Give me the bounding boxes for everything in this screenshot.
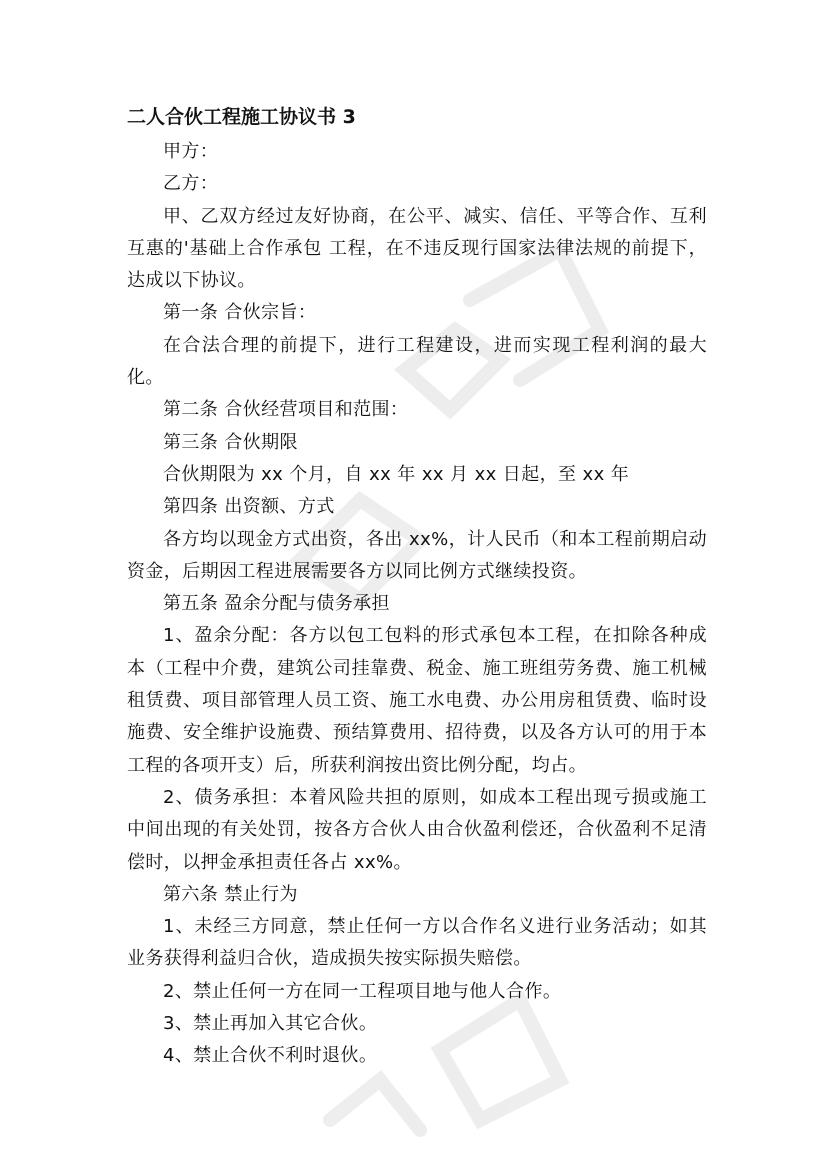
article-6-clause-1: 1、未经三方同意，禁止任何一方以合作名义进行业务活动；如其业务获得利益归合伙，造成损失按实际损失赔偿。 [127,916,707,970]
document-title: 二人合伙工程施工协议书 3 [127,106,356,128]
article-6-clause-2: 2、禁止任何一方在同一工程项目地与他人合作。 [163,980,562,1002]
article-1-heading: 第一条 合伙宗旨： [163,302,317,324]
article-1-body: 在合法合理的前提下，进行工程建设，进而实现工程利润的最大化。 [127,334,707,389]
article-6-clause-4: 4、禁止合伙不利时退伙。 [163,1045,378,1067]
article-3-heading: 第三条 合伙期限 [163,431,298,453]
article-3-body: 合伙期限为 xx 个月，自 xx 年 xx 月 xx 日起，至 xx 年 [163,463,630,485]
party-a-line: 甲方： [163,141,219,162]
article-4-body: 各方均以现金方式出资，各出 xx%，计人民币（和本工程前期启动资金，后期因工程进展需要各方以同比例方式继续投资。 [127,528,707,582]
preamble-paragraph: 甲、乙双方经过友好协商，在公平、减实、信任、平等合作、互利互惠的'基础上合作承包 工程，在不违反现行国家法律法规的前提下，达成以下协议。 [127,205,707,292]
document-body [127,136,707,1073]
article-5-clause-1: 1、盈余分配：各方以包工包料的形式承包本工程，在扣除各种成本（工程中介费，建筑公司挂靠费、税金、施工班组劳务费、施工机械租赁费、项目部管理人员工资、施工水电费、办公用房租赁费、临时设施费、安全维护设施费、预结算费用、招待费，以及各方认可的用于本工程的各项开支）后，所获利润按出资比例分配，均占。 [127,625,707,776]
article-6-heading: 第六条 禁止行为 [163,883,298,905]
article-5-heading: 第五条 盈余分配与债务承担 [163,593,390,615]
article-4-heading: 第四条 出资额、方式 [163,496,335,518]
article-5-clause-2: 2、债务承担：本着风险共担的原则，如成本工程出现亏损或施工中间出现的有关处罚，按各方合伙人由合伙盈利偿还，合伙盈利不足清偿时，以押金承担责任各占 xx%。 [127,786,707,873]
party-b-line: 乙方： [163,173,219,195]
article-2-heading: 第二条 合伙经营项目和范围： [163,399,409,421]
article-6-clause-3: 3、禁止再加入其它合伙。 [163,1013,378,1035]
